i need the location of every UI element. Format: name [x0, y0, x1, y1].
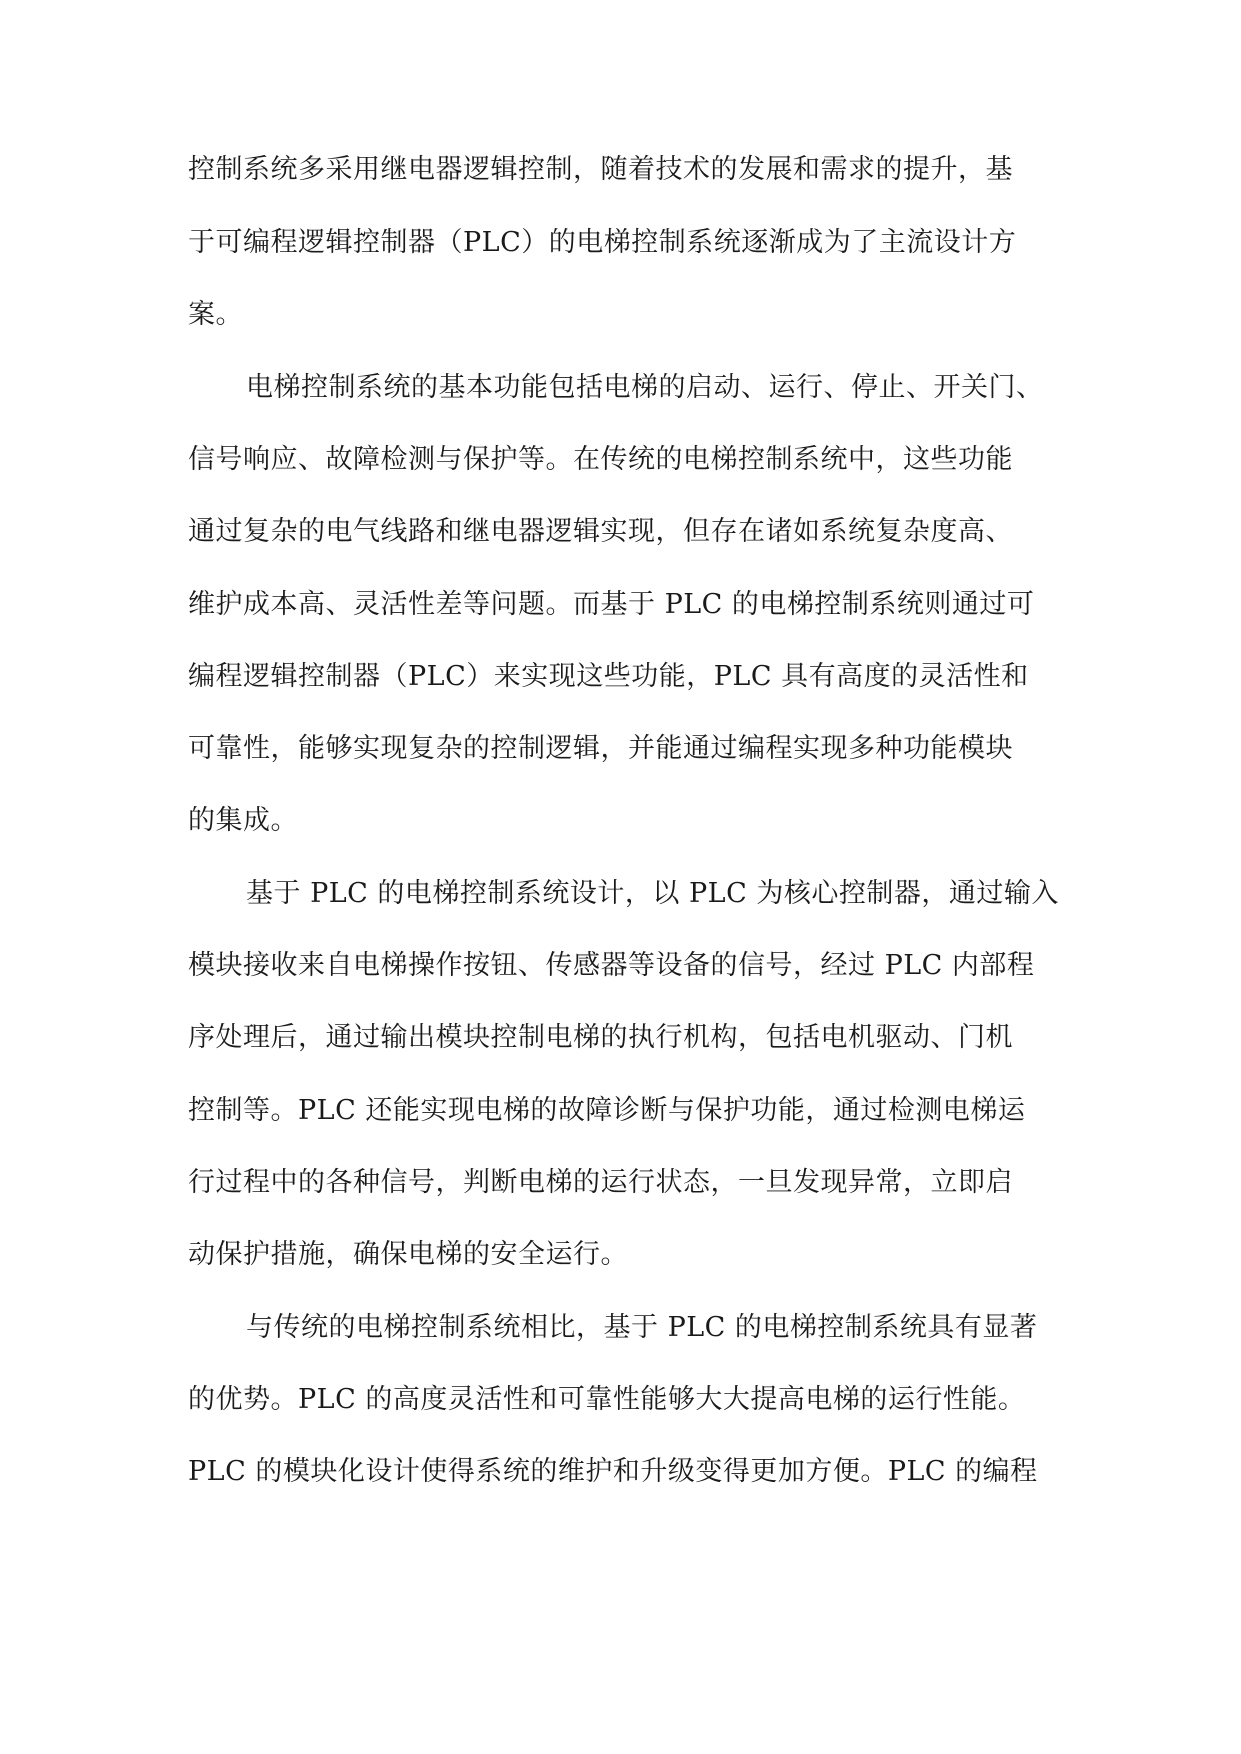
text-line: 于可编程逻辑控制器（PLC）的电梯控制系统逐渐成为了主流设计方 — [188, 227, 1017, 258]
text-line: 控制等。PLC 还能实现电梯的故障诊断与保护功能，通过检测电梯运 — [188, 1095, 1026, 1126]
text-line: 模块接收来自电梯操作按钮、传感器等设备的信号，经过 PLC 内部程 — [188, 950, 1035, 981]
text-line: 序处理后，通过输出模块控制电梯的执行机构，包括电机驱动、门机 — [188, 1022, 1013, 1053]
text-line: 动保护措施，确保电梯的安全运行。 — [188, 1239, 628, 1270]
paragraph-start-line: 基于 PLC 的电梯控制系统设计，以 PLC 为核心控制器，通过输入 — [246, 878, 1059, 909]
paragraph-start-line: 电梯控制系统的基本功能包括电梯的启动、运行、停止、开关门、 — [246, 372, 1044, 403]
text-line: 通过复杂的电气线路和继电器逻辑实现，但存在诸如系统复杂度高、 — [188, 516, 1013, 547]
text-line: 案。 — [188, 299, 243, 330]
text-line: 维护成本高、灵活性差等问题。而基于 PLC 的电梯控制系统则通过可 — [188, 589, 1035, 620]
text-line: PLC 的模块化设计使得系统的维护和升级变得更加方便。PLC 的编程 — [188, 1456, 1038, 1487]
text-line: 的集成。 — [188, 805, 298, 836]
text-line: 编程逻辑控制器（PLC）来实现这些功能，PLC 具有高度的灵活性和 — [188, 661, 1029, 692]
text-line: 控制系统多采用继电器逻辑控制，随着技术的发展和需求的提升，基 — [188, 154, 1013, 185]
text-line: 信号响应、故障检测与保护等。在传统的电梯控制系统中，这些功能 — [188, 444, 1013, 475]
text-line: 的优势。PLC 的高度灵活性和可靠性能够大大提高电梯的运行性能。 — [188, 1384, 1026, 1415]
text-line: 可靠性，能够实现复杂的控制逻辑，并能通过编程实现多种功能模块 — [188, 733, 1013, 764]
text-line: 行过程中的各种信号，判断电梯的运行状态，一旦发现异常，立即启 — [188, 1167, 1013, 1198]
paragraph-start-line: 与传统的电梯控制系统相比，基于 PLC 的电梯控制系统具有显著 — [246, 1312, 1038, 1343]
